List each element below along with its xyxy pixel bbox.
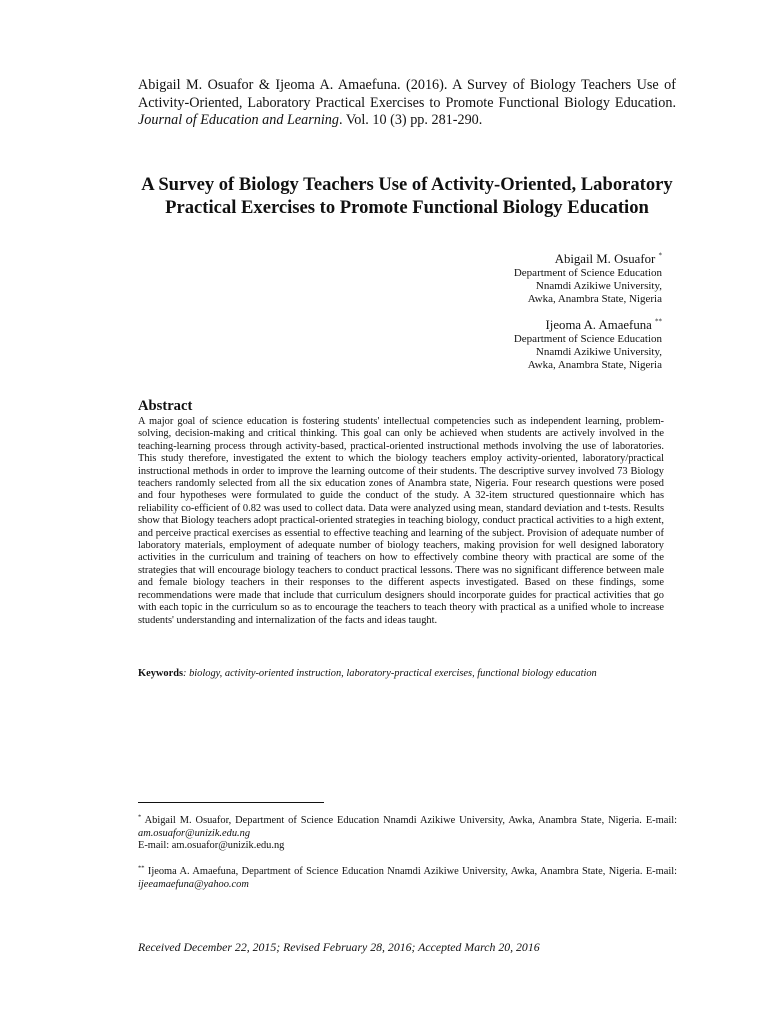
footnote-2	[138, 866, 677, 891]
citation-journal: Journal of Education and Learning	[138, 112, 339, 129]
author-block-2	[422, 318, 662, 371]
paper-title: A Survey of Biology Teachers Use of Activity-Oriented, Laboratory Practical Exercises to Promote Functional Biology Education	[141, 174, 673, 218]
author-mark: *	[658, 251, 662, 260]
abstract-heading: Abstract	[138, 398, 193, 414]
author-location: Awka, Anambra State, Nigeria	[527, 292, 662, 305]
citation	[138, 77, 676, 130]
footnote-text: Abigail M. Osuafor, Department of Science Education Nnamdi Azikiwe University, Awka, Anambra State, Nigeria. E-mail:	[144, 815, 677, 826]
author-department: Department of Science Education	[513, 267, 662, 279]
footnote-divider	[138, 802, 324, 803]
footnote-email: am.osuafor@unizik.edu.ng	[138, 827, 251, 839]
keywords-value: : biology, activity-oriented instruction, laboratory-practical exercises, functional biology education	[183, 668, 597, 679]
author-mark: **	[655, 317, 662, 326]
author-name: Abigail M. Osuafor	[554, 252, 656, 266]
author-block-1	[422, 252, 662, 305]
author-name: Ijeoma A. Amaefuna	[545, 318, 652, 332]
keywords	[138, 667, 678, 680]
footnote-extra: E-mail: am.osuafor@unizik.edu.ng	[138, 840, 285, 852]
footnote-mark: *	[138, 813, 142, 821]
footnote-mark: **	[138, 864, 145, 872]
author-location: Awka, Anambra State, Nigeria	[527, 358, 662, 371]
author-university: Nnamdi Azikiwe University,	[535, 345, 662, 358]
received-dates: Received December 22, 2015; Revised February 28, 2016; Accepted March 20, 2016	[138, 940, 540, 954]
citation-lead: Abigail M. Osuafor & Ijeoma A. Amaefuna. (2016). A Survey of Biology Teachers Use of Activity-Oriented, Laboratory Practical Exercises to Promote Functional Biology Education.	[138, 77, 676, 111]
author-university: Nnamdi Azikiwe University,	[535, 279, 662, 292]
abstract-body: A major goal of science education is fostering students' intellectual competencies such as independent learning, problem-solving, decision-making and critical thinking. This goal can only be achieved when students are actively involved in the teaching-learning process through activity-based, practical-oriented instructional methods involving the use of laboratories. This study therefore, investigated the extent to which the biology teachers employ activity-oriented, laboratory/practical instructional methods in order to improve the learning outcome of their students. The descriptive survey involved 73 Biology teachers randomly selected from all the six education zones of Anambra state, Nigeria. Four research questions were posed and four hypotheses were formulated to guide the conduct of the study. A 32-item structured questionnaire which has reliability co-efficient of 0.82 was used to collect data. Data were analyzed using mean, standard deviation and t-tests. Results show that Biology teachers adopt practical-oriented strategies in teaching biology, conduct practical activities to a high extent, and perceive practical exercises as essential to effective teaching and learning of the subject. Provision of adequate number of laboratory materials, employment of adequate number of biology teachers, making provision for well designed laboratory activities in the curriculum and training of teachers on how to effectively combine theory with practical are some of the strategies that will encourage biology teachers to conduct practical lessons. There was no significant difference between male and female biology teachers in their responses to the different aspects investigated. Based on these findings, some recommendations were made that include that curriculum designers should incorporate guides for practical activities that go with each topic in the curriculum so as to encourage the teachers to teach theory with practical as a unified whole to increase students' understanding and internalization of the facts and ideas taught.	[138, 416, 664, 626]
citation-tail: . Vol. 10 (3) pp. 281-290.	[338, 112, 483, 129]
footnote-text: Ijeoma A. Amaefuna, Department of Science Education Nnamdi Azikiwe University, Awka, Anambra State, Nigeria. E-mail:	[147, 866, 677, 877]
keywords-label: Keywords	[138, 668, 184, 679]
footnote-1	[138, 815, 677, 853]
footnote-email: ijeeamaefuna@yahoo.com	[138, 878, 249, 890]
author-department: Department of Science Education	[513, 333, 662, 345]
